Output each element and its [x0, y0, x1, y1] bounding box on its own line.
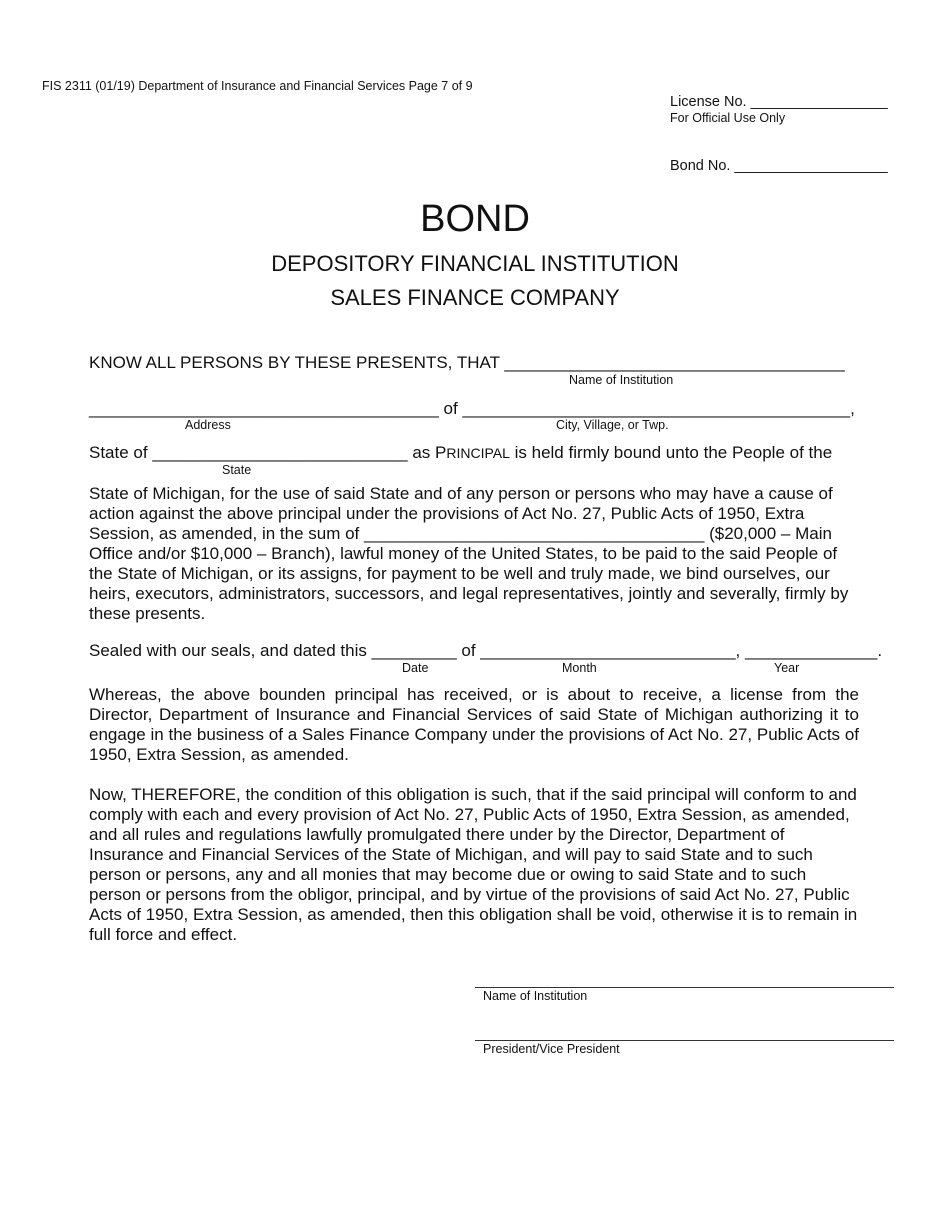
- address-caption: Address: [185, 418, 231, 432]
- of-text: of: [438, 399, 463, 418]
- page-title: BOND: [420, 198, 530, 240]
- know-all-line[interactable]: KNOW ALL PERSONS BY THESE PRESENTS, THAT ____________________________________: [89, 353, 845, 372]
- year-caption: Year: [774, 661, 800, 675]
- city-field[interactable]: _________________________________________,: [462, 399, 855, 418]
- institution-signature-caption: Name of Institution: [483, 989, 588, 1003]
- institution-name-caption: Name of Institution: [569, 373, 674, 387]
- president-signature-caption: President/Vice President: [483, 1042, 620, 1056]
- paragraph-whereas: Whereas, the above bounden principal has received, or is about to receive, a license from the Director, Department of Insurance and Financial Services of said State of Michigan authorizing it to engage in the business of a Sales Finance Company under the provisions of Act No. 27, Public Acts of 1950, Extra Session, as amended.: [89, 685, 859, 764]
- state-caption: State: [222, 463, 252, 477]
- president-signature-line[interactable]: [475, 1040, 894, 1041]
- paragraph-michigan: State of Michigan, for the use of said State and of any person or persons who may have a cause of action against the above principal under the provisions of Act No. 27, Public Acts of 1950, Extra Session, as amended, in the sum of ____________________________________ ($20,000 – Main Office and/or $10,000 – Branch), lawful money of the United States, to be paid to the said People of the State of Michigan, or its assigns, for payment to be well and truly made, we bind ourselves, our heirs, executors, administrators, successors, and legal representatives, jointly and severally, firmly by these presents.: [89, 484, 849, 623]
- institution-signature-line[interactable]: [475, 987, 894, 988]
- form-info: FIS 2311 (01/19) Department of Insurance and Financial Services Page 7 of 9: [42, 79, 473, 93]
- license-number-field[interactable]: License No. _________________: [670, 94, 888, 110]
- city-caption: City, Village, or Twp.: [556, 418, 669, 432]
- paragraph-therefore: Now, THEREFORE, the condition of this obligation is such, that if the said principal will conform to and comply with each and every provision of Act No. 27, Public Acts of 1950, Extra Session, as amended, and all rules and regulations lawfully promulgated there under by the Director, Department of Insurance and Financial Services of the State of Michigan, and will pay to said State and to such person or persons, any and all monies that may become due or owing to said State and to such person or persons from the obligor, principal, and by virtue of the provisions of said Act No. 27, Public Acts of 1950, Extra Session, as amended, then this obligation shall be void, otherwise it is to remain in full force and effect.: [89, 785, 858, 944]
- state-line[interactable]: State of ___________________________ as PRINCIPAL is held firmly bound unto the People of the: [89, 443, 833, 462]
- official-use-label: For Official Use Only: [670, 111, 786, 125]
- address-line: [89, 399, 855, 419]
- subtitle-depository: DEPOSITORY FINANCIAL INSTITUTION: [271, 251, 679, 276]
- date-caption: Date: [402, 661, 429, 675]
- address-field[interactable]: _____________________________________: [89, 399, 439, 418]
- sealed-line[interactable]: Sealed with our seals, and dated this _________ of ___________________________, ______________.: [89, 641, 883, 660]
- bond-number-field[interactable]: Bond No. ___________________: [670, 158, 888, 174]
- subtitle-sales-finance: SALES FINANCE COMPANY: [330, 285, 620, 310]
- month-caption: Month: [562, 661, 597, 675]
